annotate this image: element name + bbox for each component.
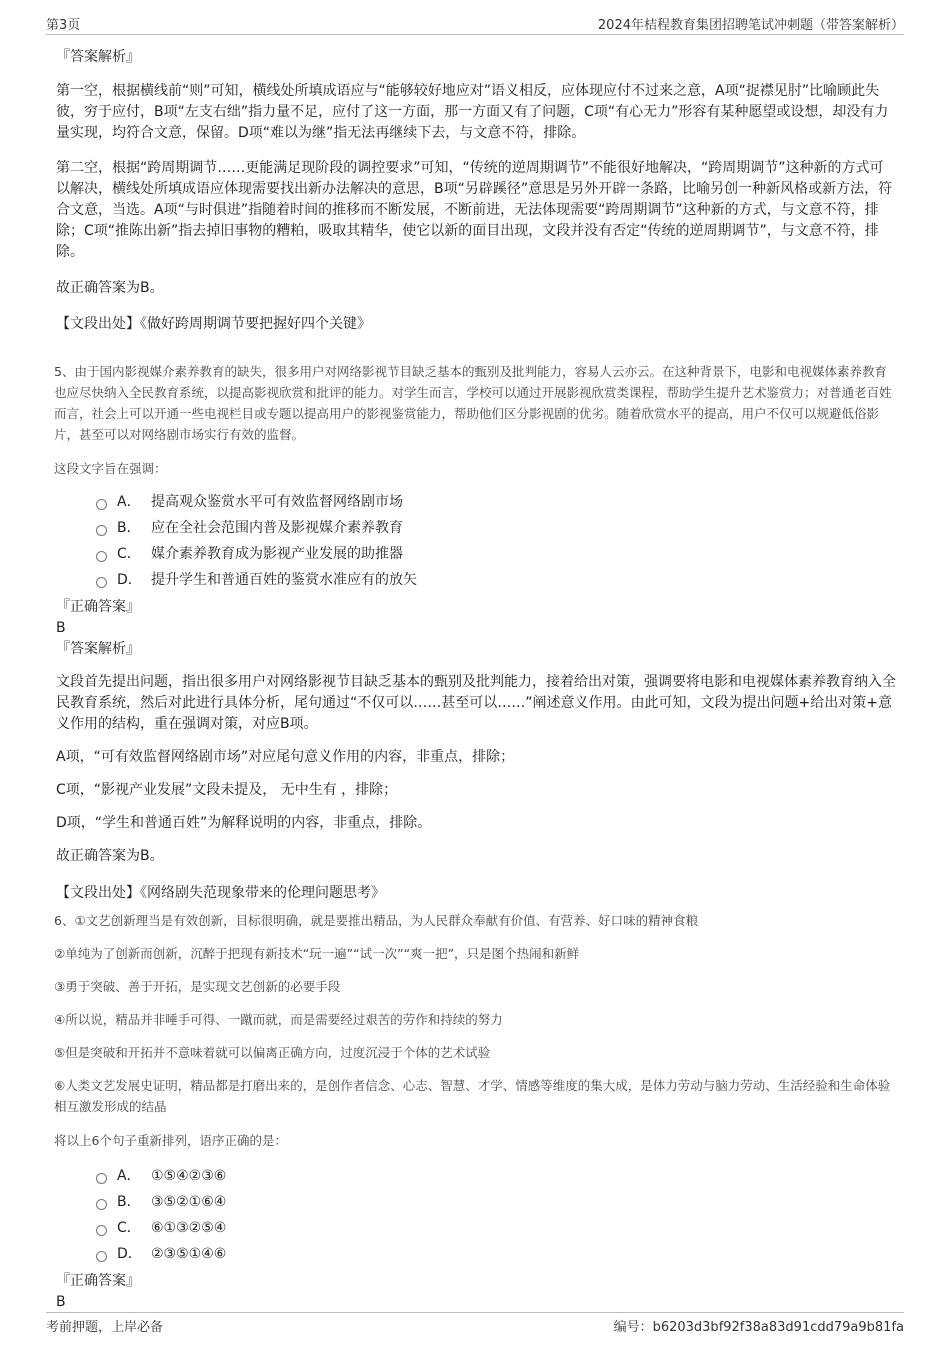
q6-options: [96, 1163, 896, 1267]
page-content: [56, 40, 896, 1313]
q5-option-b[interactable]: B． 应在全社会范围内普及影视媒介素养教育: [96, 515, 896, 541]
q4-analysis-p1: 第一空，根据横线前“则”可知，横线处所填成语应与“能够较好地应对”语义相反，应体现应付不过来之意，A项“捉襟见肘”比喻顾此失彼，穷于应付，B项“左支右绌”指力量不足，应付了这一方面，那一方面又有了问题，C项“有心无力”形容有某种愿望或设想，却没有力量实现，均符合文意，保留。D项“难以为继”指无法再继续下去，与文意不符，排除。: [56, 83, 889, 141]
radio-button[interactable]: [96, 577, 107, 588]
radio-button[interactable]: [96, 499, 107, 510]
q5-answer-label: 『正确答案』: [56, 599, 140, 615]
q6-sentence-1: 6、①文艺创新理当是有效创新，目标很明确，就是要推出精品，为人民群众奉献有价值、有营养、好口味的精神食粮: [54, 913, 699, 928]
q6-option-d[interactable]: D． ②③⑤①④⑥: [96, 1241, 896, 1267]
q6-option-b[interactable]: B． ③⑤②①⑥④: [96, 1189, 896, 1215]
q6-prompt: 将以上6个句子重新排列，语序正确的是：: [54, 1133, 287, 1148]
radio-button[interactable]: [96, 1199, 107, 1210]
q6-answer: B: [56, 1294, 66, 1310]
document-title: 2024年桔程教育集团招聘笔试冲刺题（带答案解析）: [597, 18, 904, 33]
q5-option-a[interactable]: A． 提高观众鉴赏水平可有效监督网络剧市场: [96, 489, 896, 515]
q6-option-a[interactable]: A． ①⑤④②③⑥: [96, 1163, 896, 1189]
q6-sentence-4: ④所以说，精品并非唾手可得、一蹴而就，而是需要经过艰苦的劳作和持续的努力: [54, 1012, 503, 1027]
q6-sentence-5: ⑤但是突破和开拓并不意味着就可以偏离正确方向，过度沉浸于个体的艺术试验: [54, 1045, 491, 1060]
radio-button[interactable]: [96, 1225, 107, 1236]
q4-analysis-p2: 第二空，根据“跨周期调节……更能满足现阶段的调控要求”可知，“传统的逆周期调节”不能很好地解决，“跨周期调节”这种新的方式可以解决，横线处所填成语应体现需要找出新办法解决的意思，B项“另辟蹊径”意思是另外开辟一条路，比喻另创一种新风格或新方法，符合文意，当选。A项“与时俱进”指随着时间的推移而不断发展，不断前进，无法体现需要“跨周期调节”这种新的方式，与文意不符，排除；C项“推陈出新”指去掉旧事物的糟粕，吸取其精华，使它以新的面目出现，文段并没有否定“传统的逆周期调节”，与文意不符，排除。: [56, 160, 893, 260]
page-number: 第3页: [46, 18, 81, 33]
q5-analysis-a4: D项，“学生和普通百姓”为解释说明的内容，非重点，排除。: [56, 815, 432, 831]
q4-source: 【文段出处】《做好跨周期调节要把握好四个关键》: [56, 316, 371, 332]
q5-analysis-label: 『答案解析』: [56, 641, 140, 657]
footer-slogan: 考前押题，上岸必备: [46, 1320, 164, 1335]
page-header: [46, 12, 904, 35]
radio-button[interactable]: [96, 525, 107, 536]
q5-stem: 5、由于国内影视媒介素养教育的缺失，很多用户对网络影视节目缺乏基本的甄别及批判能力，容易人云亦云。在这种背景下，电影和电视媒体素养教育也应尽快纳入全民教育系统，以提高影视欣赏和批评的能力。对学生而言，学校可以通过开展影视欣赏类课程，帮助学生提升艺术鉴赏力；对普通老百姓而言，社会上可以开通一些电视栏目或专题以提高用户的影视鉴赏能力，帮助他们区分影视剧的优劣。随着欣赏水平的提高，用户不仅可以规避低俗影片，甚至可以对网络剧市场实行有效的监督。: [54, 364, 892, 442]
q5-conclusion: 故正确答案为B。: [56, 848, 164, 864]
radio-button[interactable]: [96, 551, 107, 562]
q5-options: [96, 489, 896, 593]
q4-analysis-label: 『答案解析』: [56, 49, 140, 65]
radio-button[interactable]: [96, 1251, 107, 1262]
q6-option-c[interactable]: C． ⑥①③②⑤④: [96, 1215, 896, 1241]
q6-answer-label: 『正确答案』: [56, 1273, 140, 1289]
q5-option-c[interactable]: C． 媒介素养教育成为影视产业发展的助推器: [96, 541, 896, 567]
q6-sentence-3: ③勇于突破、善于开拓，是实现文艺创新的必要手段: [54, 979, 341, 994]
q5-analysis-a2: A项，“可有效监督网络剧市场”对应尾句意义作用的内容，非重点，排除；: [56, 749, 515, 765]
document-id: 编号：b6203d3bf92f38a83d91cdd79a9b81fa: [613, 1320, 904, 1335]
q6-sentence-2: ②单纯为了创新而创新，沉醉于把现有新技术“玩一遍”“试一次”“爽一把”，只是图个热闹和新鲜: [54, 946, 580, 961]
q5-option-d[interactable]: D． 提升学生和普通百姓的鉴赏水准应有的放矢: [96, 567, 896, 593]
q5-source: 【文段出处】《网络剧失范现象带来的伦理问题思考》: [56, 885, 385, 901]
q5-analysis-a3: C项，“影视产业发展”文段未提及， 无中生有 ，排除；: [56, 782, 398, 798]
q4-conclusion: 故正确答案为B。: [56, 280, 164, 296]
radio-button[interactable]: [96, 1173, 107, 1184]
q5-analysis-a1: 文段首先提出问题，指出很多用户对网络影视节目缺乏基本的甄别及批判能力，接着给出对策，强调要将电影和电视媒体素养教育纳入全民教育系统，然后对此进行具体分析，尾句通过“不仅可以……甚至可以……”阐述意义作用。由此可知，文段为提出问题+给出对策+意义作用的结构，重在强调对策，对应B项。: [56, 674, 896, 732]
page-footer: [46, 1312, 904, 1337]
q5-prompt: 这段文字旨在强调：: [54, 461, 167, 476]
q5-answer: B: [56, 620, 66, 636]
q6-sentence-6: ⑥人类文艺发展史证明，精品都是打磨出来的，是创作者信念、心志、智慧、才学、情感等维度的集大成，是体力劳动与脑力劳动、生活经验和生命体验相互激发形成的结晶: [54, 1078, 891, 1114]
